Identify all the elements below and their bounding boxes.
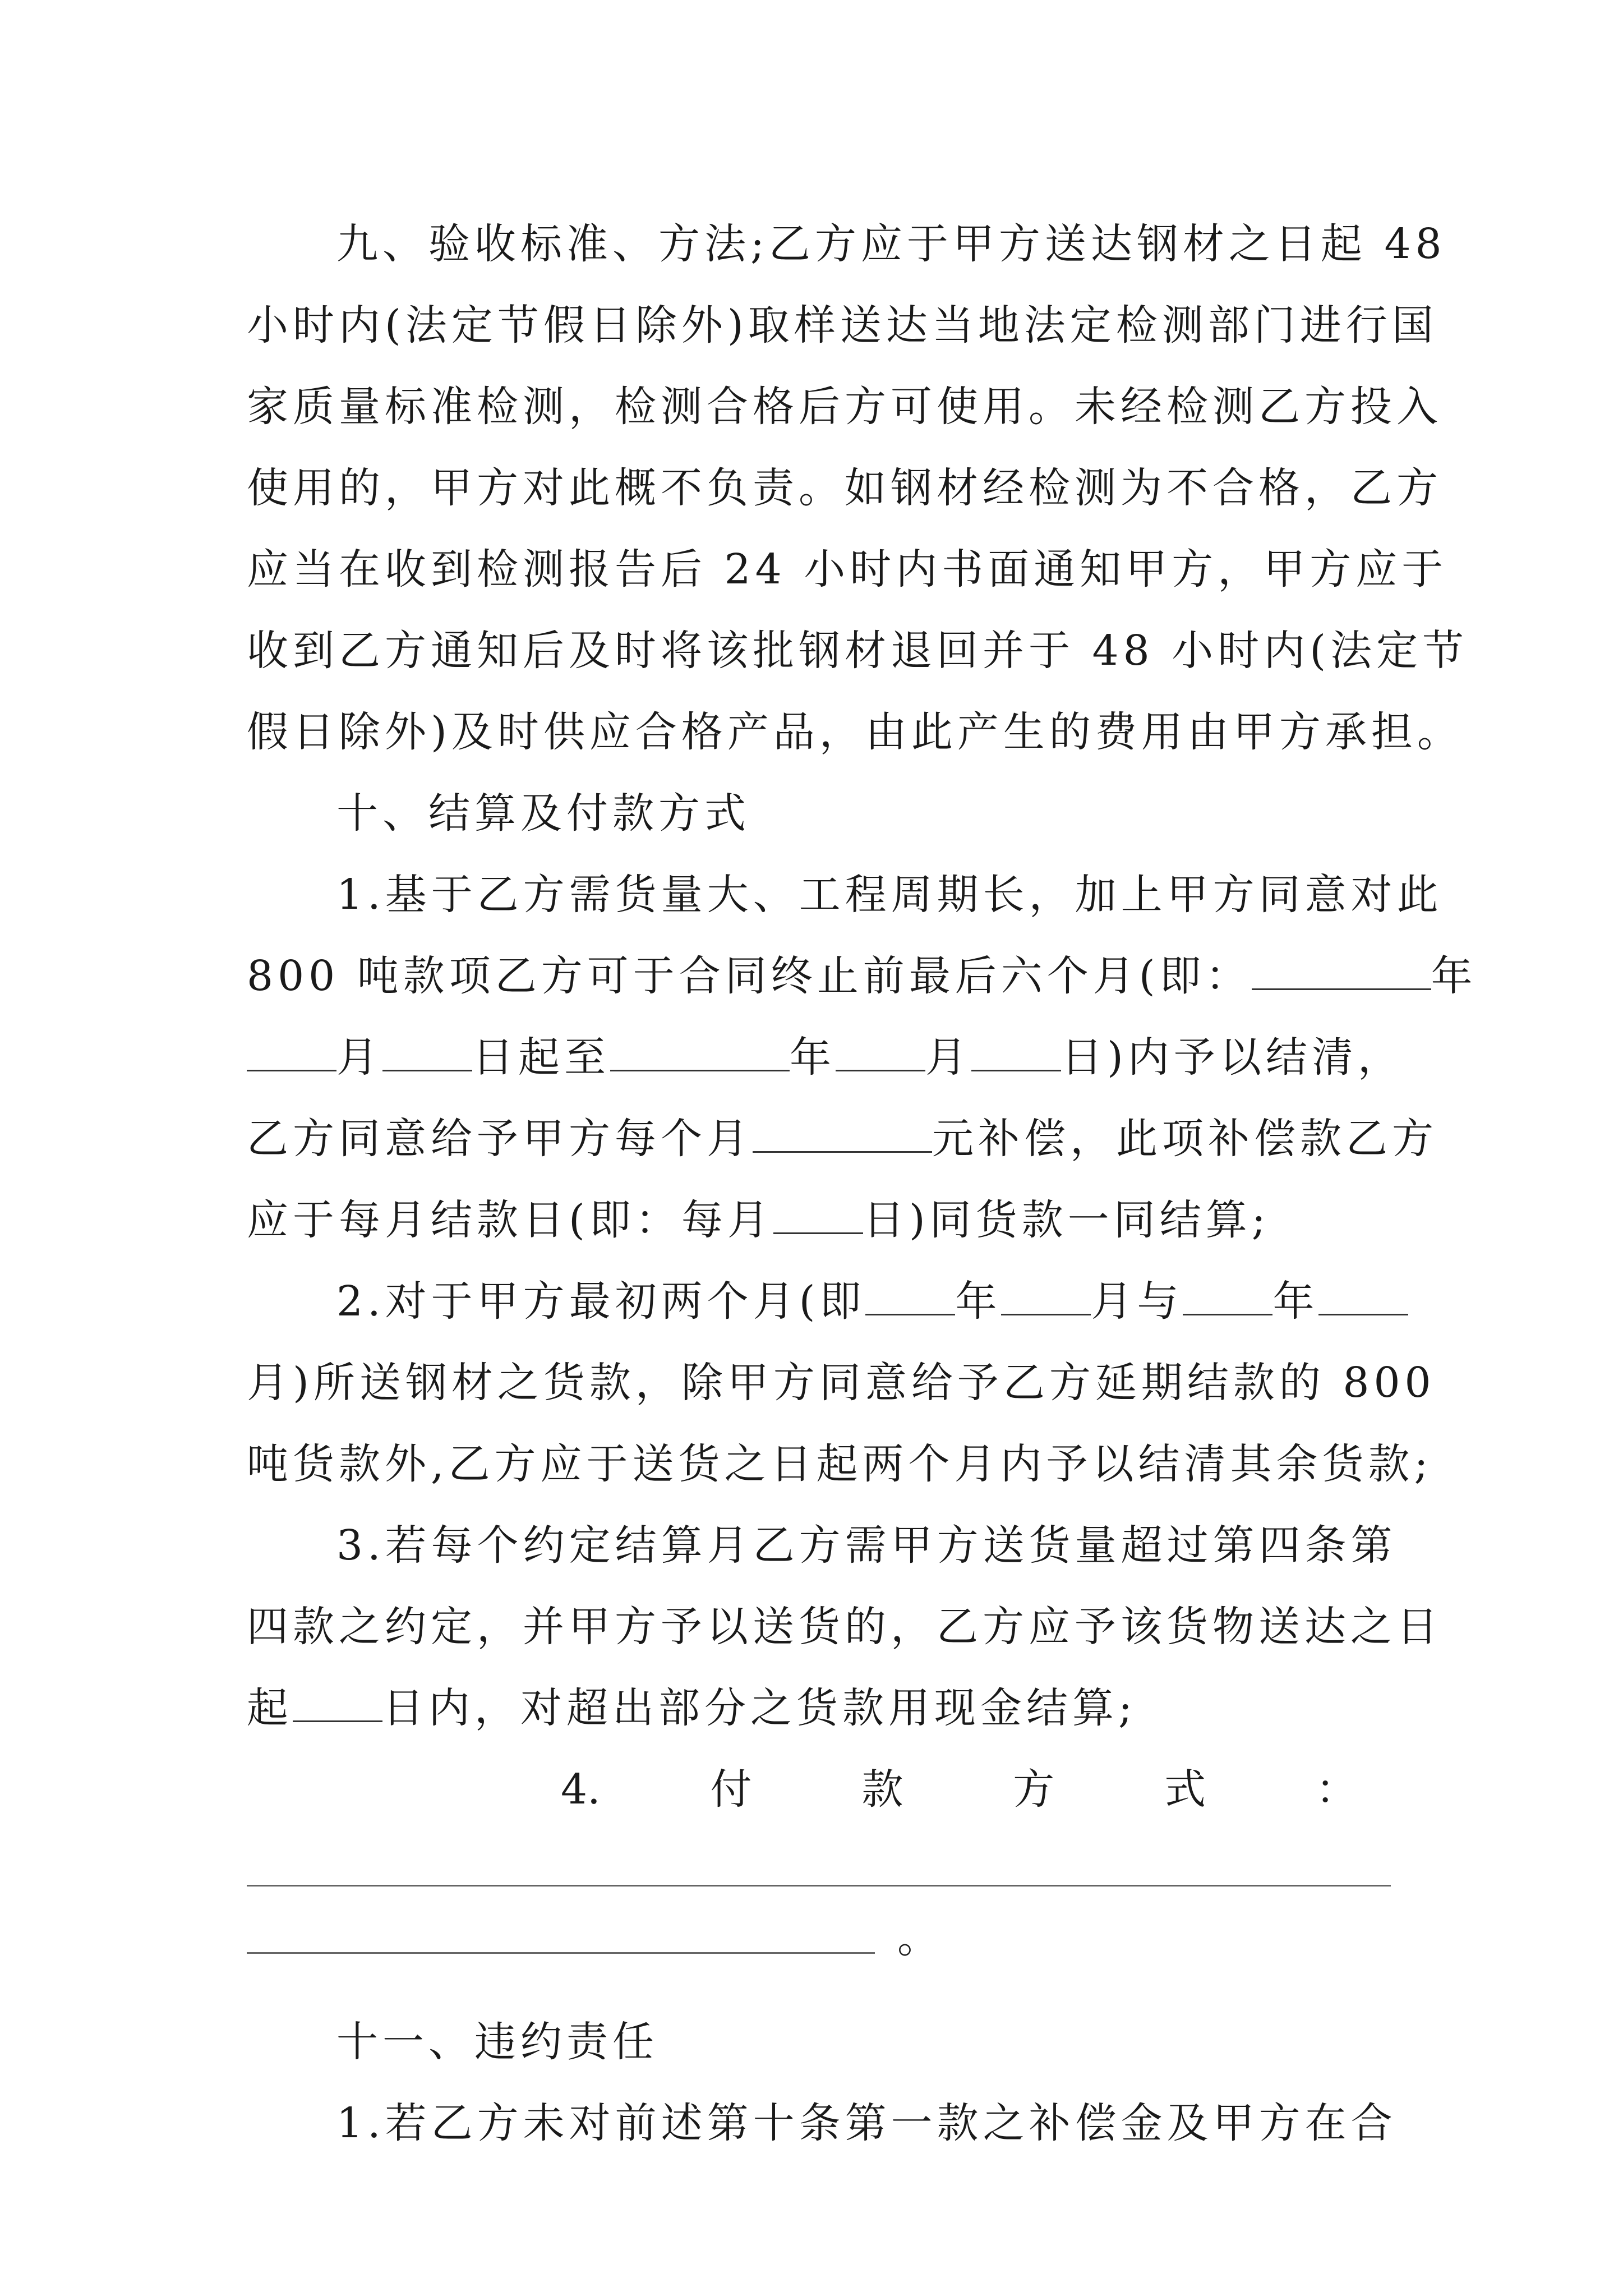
text: 月与 bbox=[1091, 1277, 1183, 1326]
s9-line-5: 应当在收到检测报告后 24 小时内书面通知甲方，甲方应于 bbox=[247, 545, 1448, 593]
text: 日内，对超出部分之货款用现金结算; bbox=[382, 1684, 1137, 1732]
blank-field bbox=[1001, 1274, 1091, 1315]
s9-line-1: 九、验收标准、方法;乙方应于甲方送达钢材之日起 48 bbox=[336, 220, 1446, 268]
blank-field bbox=[1183, 1274, 1272, 1315]
text: 800 吨款项乙方可于合同终止前最后六个月(即： bbox=[247, 952, 1252, 1000]
text: 方 bbox=[1013, 1765, 1055, 1814]
text: 年 bbox=[955, 1277, 1002, 1326]
blank-field bbox=[753, 1112, 932, 1153]
s10-item3-line-3 bbox=[247, 1680, 1391, 1736]
text: 月 bbox=[925, 1033, 971, 1082]
blank-field bbox=[247, 1030, 336, 1071]
s10-item2-line-2: 月)所送钢材之货款，除甲方同意给予乙方延期结款的 800 bbox=[247, 1359, 1436, 1407]
text: 式 bbox=[1164, 1765, 1206, 1814]
text: 4. bbox=[561, 1765, 601, 1814]
s9-line-2: 小时内(法定节假日除外)取样送达当地法定检测部门进行国 bbox=[247, 301, 1438, 349]
text: 日)同货款一同结算; bbox=[863, 1196, 1270, 1244]
text: 日起至 bbox=[472, 1033, 610, 1082]
text: 应于每月结款日(即：每月 bbox=[247, 1196, 773, 1244]
s10-item1-line-1: 1.基于乙方需货量大、工程周期长，加上甲方同意对此 bbox=[336, 871, 1443, 919]
s10-item3-line-1: 3.若每个约定结算月乙方需甲方送货量超过第四条第 bbox=[336, 1521, 1397, 1570]
text: 月 bbox=[336, 1033, 382, 1082]
text: 起 bbox=[247, 1684, 293, 1732]
text: 元补偿，此项补偿款乙方 bbox=[932, 1115, 1438, 1163]
s11-title: 十一、违约责任 bbox=[336, 2018, 658, 2066]
s10-item3-line-2: 四款之约定，并甲方予以送货的，乙方应予该货物送达之日 bbox=[247, 1603, 1442, 1651]
s10-item1-line-3 bbox=[247, 1029, 1404, 1085]
text: 年 bbox=[1431, 952, 1477, 1000]
blank-field bbox=[610, 1030, 790, 1071]
blank-field bbox=[1252, 949, 1431, 990]
s10-item1-line-2 bbox=[247, 948, 1477, 1004]
text: 2.对于甲方最初两个月(即 bbox=[336, 1277, 866, 1326]
blank-field bbox=[836, 1030, 925, 1071]
text: 付 bbox=[710, 1765, 752, 1814]
s9-line-7: 假日除外)及时供应合格产品，由此产生的费用由甲方承担。 bbox=[247, 708, 1463, 756]
blank-field bbox=[1318, 1274, 1408, 1315]
s10-item1-line-4 bbox=[247, 1111, 1438, 1167]
s10-item2-line-1 bbox=[336, 1273, 1391, 1329]
text: ： bbox=[1315, 1765, 1357, 1814]
blank-field bbox=[773, 1193, 863, 1234]
blank-field bbox=[293, 1681, 382, 1722]
s11-line-1: 1.若乙方未对前述第十条第一款之补偿金及甲方在合 bbox=[336, 2099, 1397, 2147]
period-mark: 。 bbox=[897, 1914, 939, 1962]
blank-field bbox=[971, 1030, 1061, 1071]
text: 日)内予以结清， bbox=[1061, 1033, 1404, 1082]
s9-line-6: 收到乙方通知后及时将该批钢材退回并于 48 小时内(法定节 bbox=[247, 627, 1469, 675]
blank-rule bbox=[247, 1885, 1391, 1887]
s10-item1-line-5 bbox=[247, 1192, 1391, 1248]
blank-field bbox=[382, 1030, 472, 1071]
text: 款 bbox=[861, 1765, 903, 1814]
s9-line-3: 家质量标准检测，检测合格后方可使用。未经检测乙方投入 bbox=[247, 383, 1442, 431]
blank-rule bbox=[247, 1952, 875, 1954]
text: 年 bbox=[1272, 1277, 1319, 1326]
s10-item4-heading bbox=[561, 1761, 1357, 1818]
s9-line-4: 使用的，甲方对此概不负责。如钢材经检测为不合格，乙方 bbox=[247, 464, 1442, 512]
text: 年 bbox=[790, 1033, 836, 1082]
blank-field bbox=[865, 1274, 955, 1315]
s10-title: 十、结算及付款方式 bbox=[336, 789, 750, 838]
text: 乙方同意给予甲方每个月 bbox=[247, 1115, 753, 1163]
s10-item2-line-3: 吨货款外,乙方应于送货之日起两个月内予以结清其余货款; bbox=[247, 1440, 1433, 1488]
